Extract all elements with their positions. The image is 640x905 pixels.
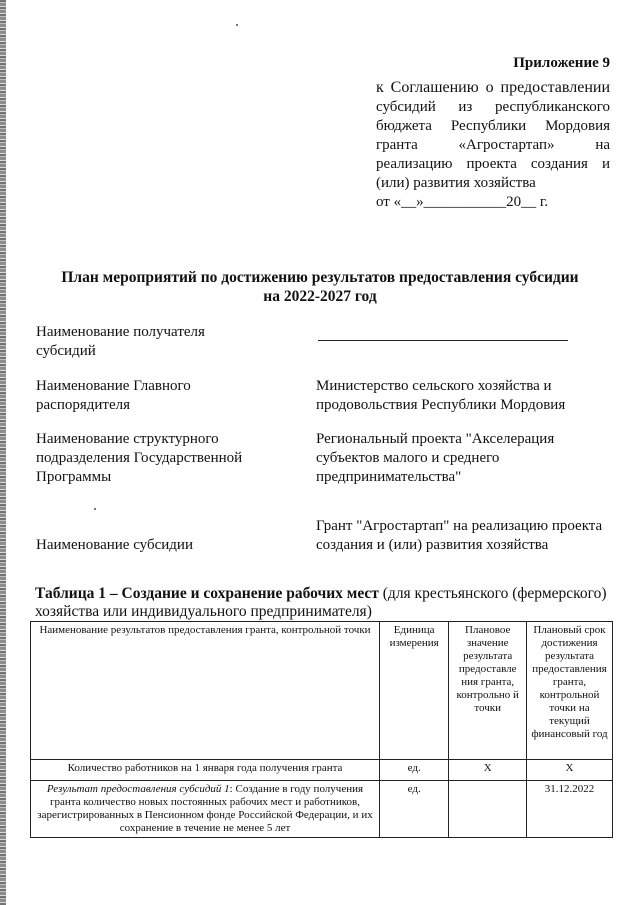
appendix-line1: к Соглашению о предоставлении: [376, 79, 610, 96]
header-unit: Единица измерения: [379, 622, 448, 760]
main-manager-value: Министерство сельского хозяйства и продовольствия Республики Мордовия: [316, 378, 566, 413]
row-name-italic: Результат предоставления субсидий 1: [46, 783, 230, 795]
table-header-row: [31, 622, 613, 760]
row-name-rest: : Создание в году получения гранта количество новых постоянных рабочих мест и работников, зарегистрированных в Пенсионном фонде Российской Федерации, и их сохранение в течение не менее 5 лет: [37, 783, 373, 834]
appendix-text: [376, 78, 610, 212]
structural-unit-label: Наименование структурного подразделения Государственной Программы: [36, 431, 243, 485]
scan-speck: [236, 24, 238, 26]
row-name: Количество работников на 1 января года получения гранта: [31, 760, 380, 781]
header-result-name: Наименование результатов предоставления гранта, контрольной точки: [31, 622, 380, 760]
row-name: [31, 781, 380, 838]
subsidy-name-value: Грант "Агростартап" на реализацию проекта создания и (или) развития хозяйства: [316, 518, 603, 553]
main-manager-label: Наименование Главного распорядителя: [36, 378, 191, 413]
results-table: [30, 621, 613, 838]
header-planned-value: Плановое значение результата предоставле ния гранта, контрольно й точки: [449, 622, 527, 760]
table-caption: [35, 585, 625, 621]
row-deadline: X: [527, 760, 613, 781]
recipient-blank-line: [318, 340, 568, 341]
scan-speck: [94, 508, 96, 510]
subsidy-name-label: Наименование субсидии: [36, 537, 193, 553]
scan-edge-artifact: [0, 0, 6, 905]
table-row: [31, 781, 613, 838]
structural-unit-value: Региональный проекта "Акселерация субъектов малого и среднего предпринимательства": [316, 431, 555, 485]
row-deadline: 31.12.2022: [527, 781, 613, 838]
row-value: [449, 781, 527, 838]
row-value: X: [449, 760, 527, 781]
plan-title: [30, 268, 610, 306]
table-row: [31, 760, 613, 781]
row-unit: ед.: [379, 781, 448, 838]
row-unit: ед.: [379, 760, 448, 781]
appendix-block: [376, 55, 610, 212]
header-planned-deadline: Плановый срок достижения результата предоставления гранта, контрольной точки на текущий финансовый год: [527, 622, 613, 760]
plan-title-line2: на 2022-2027 год: [263, 288, 377, 305]
table-caption-rest: (для крестьянского (фермерского) хозяйства или индивидуального предпринимателя): [35, 585, 607, 620]
table-caption-bold: Таблица 1 – Создание и сохранение рабочих мест: [35, 585, 379, 602]
appendix-title: Приложение 9: [513, 55, 610, 71]
plan-title-line1: План мероприятий по достижению результатов предоставления субсидии: [61, 269, 579, 286]
recipient-label: Наименование получателя субсидий: [36, 324, 205, 359]
appendix-date-line: от «__»___________20__ г.: [376, 194, 549, 210]
appendix-rest: субсидий из республиканского бюджета Республики Мордовия гранта «Агростартап» на реализацию проекта создания и (или) развития хозяйства: [376, 99, 610, 191]
